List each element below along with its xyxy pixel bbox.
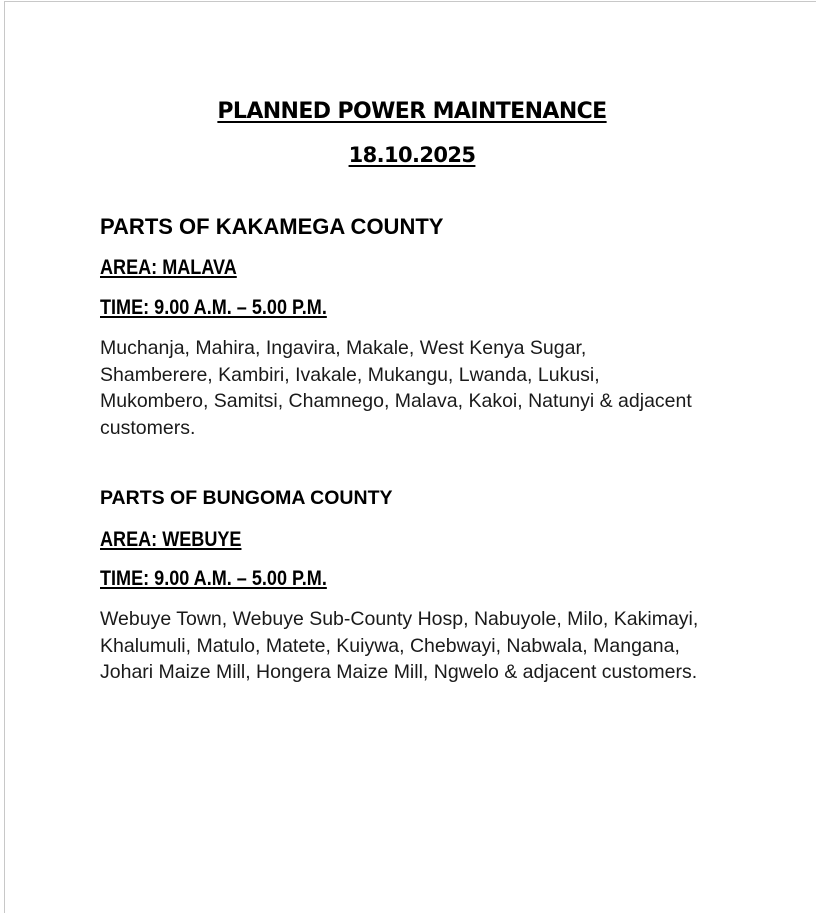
time-heading-malava: TIME: 9.00 A.M. – 5.00 P.M. [100,296,327,319]
page-title: PLANNED POWER MAINTENANCE [217,99,607,124]
area-heading-malava: AREA: MALAVA [100,256,237,279]
document-page [4,1,816,913]
county-heading-bungoma: PARTS OF BUNGOMA COUNTY [100,487,393,509]
maintenance-date: 18.10.2025 [348,143,476,167]
affected-locations-malava: Muchanja, Mahira, Ingavira, Makale, West Kenya Sugar, Shamberere, Kambiri, Ivakale, Mukangu, Lwanda, Lukusi, Mukombero, Samitsi, Chamnego, Malava, Kakoi, Natunyi & adjacent customers. [100,337,692,439]
affected-locations-webuye: Webuye Town, Webuye Sub-County Hosp, Nabuyole, Milo, Kakimayi, Khalumuli, Matulo, Matete, Kuiywa, Chebwayi, Nabwala, Mangana, Johari Maize Mill, Hongera Maize Mill, Ngwelo & adjacent customers. [100,608,699,683]
county-heading-kakamega: PARTS OF KAKAMEGA COUNTY [100,214,444,239]
area-heading-webuye: AREA: WEBUYE [100,528,242,551]
time-heading-webuye: TIME: 9.00 A.M. – 5.00 P.M. [100,567,327,590]
